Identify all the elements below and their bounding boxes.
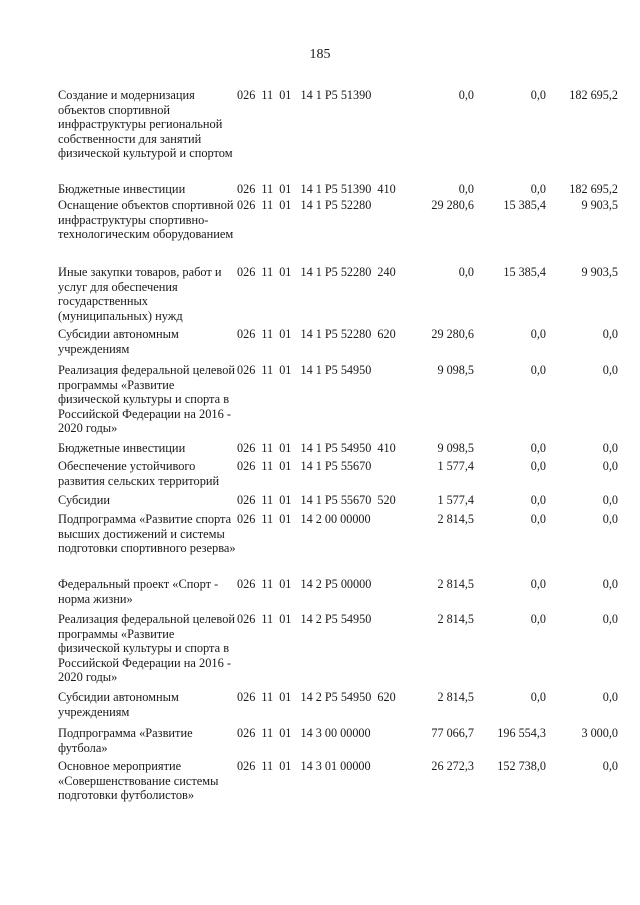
row-value-2: 0,0 (530, 577, 546, 591)
row-value-2: 0,0 (530, 182, 546, 196)
row-value-2: 0,0 (530, 512, 546, 526)
row-value-1: 77 066,7 (431, 726, 474, 740)
row-value-3: 0,0 (602, 577, 618, 591)
row-value-2: 0,0 (530, 441, 546, 455)
row-value-3: 0,0 (602, 690, 618, 704)
row-code: 026 11 01 14 1 P5 54950 (237, 363, 372, 377)
row-value-2: 0,0 (530, 459, 546, 473)
row-value-1: 0,0 (458, 88, 474, 102)
row-value-3: 0,0 (602, 612, 618, 626)
row-code: 026 11 01 14 1 P5 51390 (237, 88, 372, 102)
row-name: Бюджетные инвестиции (58, 182, 186, 196)
row-code: 026 11 01 14 1 P5 55670 (237, 459, 372, 473)
row-value-3: 0,0 (602, 363, 618, 377)
row-code: 026 11 01 14 1 P5 51390 410 (237, 182, 396, 196)
row-code: 026 11 01 14 2 P5 54950 (237, 612, 372, 626)
row-name: Оснащение объектов спортивной инфраструктуры спортивно-технологическим оборудованием (58, 198, 234, 242)
row-code: 026 11 01 14 1 P5 52280 240 (237, 265, 396, 279)
row-value-1: 2 814,5 (437, 512, 474, 526)
row-value-2: 0,0 (530, 493, 546, 507)
row-name: Субсидии автономным учреждениям (58, 690, 179, 719)
row-value-3: 0,0 (602, 441, 618, 455)
row-code: 026 11 01 14 1 P5 55670 520 (237, 493, 396, 507)
row-value-2: 0,0 (530, 612, 546, 626)
row-name: Реализация федеральной целевой программы «Развитие физической культуры и спорта в Российской Федерации на 2016 - 2020 годы» (58, 363, 236, 436)
row-name: Основное мероприятие «Совершенствование системы подготовки футболистов» (58, 759, 219, 803)
row-value-1: 2 814,5 (437, 612, 474, 626)
row-value-2: 0,0 (530, 327, 546, 341)
row-value-3: 0,0 (602, 493, 618, 507)
page-number: 185 (309, 47, 331, 62)
row-value-3: 9 903,5 (581, 265, 618, 279)
row-value-1: 2 814,5 (437, 690, 474, 704)
row-value-1: 0,0 (458, 182, 474, 196)
row-value-3: 0,0 (602, 327, 618, 341)
row-code: 026 11 01 14 2 P5 54950 620 (237, 690, 396, 704)
row-name: Подпрограмма «Развитие футбола» (58, 726, 193, 755)
row-name: Субсидии автономным учреждениям (58, 327, 179, 356)
row-value-2: 15 385,4 (503, 265, 546, 279)
row-code: 026 11 01 14 1 P5 52280 (237, 198, 372, 212)
row-value-1: 1 577,4 (437, 493, 474, 507)
row-code: 026 11 01 14 2 00 00000 (237, 512, 371, 526)
row-name: Обеспечение устойчивого развития сельских территорий (58, 459, 220, 488)
row-name: Подпрограмма «Развитие спорта высших достижений и системы подготовки спортивного резерва» (58, 512, 236, 556)
row-value-3: 3 000,0 (581, 726, 618, 740)
row-code: 026 11 01 14 1 P5 54950 410 (237, 441, 396, 455)
row-value-1: 29 280,6 (431, 198, 474, 212)
row-value-2: 0,0 (530, 690, 546, 704)
row-value-1: 1 577,4 (437, 459, 474, 473)
row-code: 026 11 01 14 2 P5 00000 (237, 577, 372, 591)
row-name: Бюджетные инвестиции (58, 441, 186, 455)
row-name: Федеральный проект «Спорт - норма жизни» (58, 577, 219, 606)
row-value-2: 0,0 (530, 88, 546, 102)
row-value-1: 29 280,6 (431, 327, 474, 341)
row-value-3: 0,0 (602, 459, 618, 473)
row-value-3: 9 903,5 (581, 198, 618, 212)
row-value-1: 26 272,3 (431, 759, 474, 773)
row-name: Субсидии (58, 493, 110, 507)
row-value-2: 15 385,4 (503, 198, 546, 212)
row-value-2: 152 738,0 (497, 759, 546, 773)
row-value-1: 9 098,5 (437, 441, 474, 455)
row-value-3: 182 695,2 (569, 182, 618, 196)
row-value-1: 9 098,5 (437, 363, 474, 377)
row-value-3: 0,0 (602, 759, 618, 773)
row-name: Реализация федеральной целевой программы «Развитие физической культуры и спорта в Российской Федерации на 2016 - 2020 годы» (58, 612, 236, 685)
row-code: 026 11 01 14 3 01 00000 (237, 759, 371, 773)
row-value-3: 0,0 (602, 512, 618, 526)
row-value-1: 2 814,5 (437, 577, 474, 591)
row-value-3: 182 695,2 (569, 88, 618, 102)
row-value-2: 0,0 (530, 363, 546, 377)
row-code: 026 11 01 14 1 P5 52280 620 (237, 327, 396, 341)
row-code: 026 11 01 14 3 00 00000 (237, 726, 371, 740)
row-name: Иные закупки товаров, работ и услуг для обеспечения государственных (муниципальных) нужд (58, 265, 222, 323)
row-value-2: 196 554,3 (497, 726, 546, 740)
row-value-1: 0,0 (458, 265, 474, 279)
row-name: Создание и модернизация объектов спортивной инфраструктуры региональной собственности для занятий физической культурой и спортом (58, 88, 233, 161)
